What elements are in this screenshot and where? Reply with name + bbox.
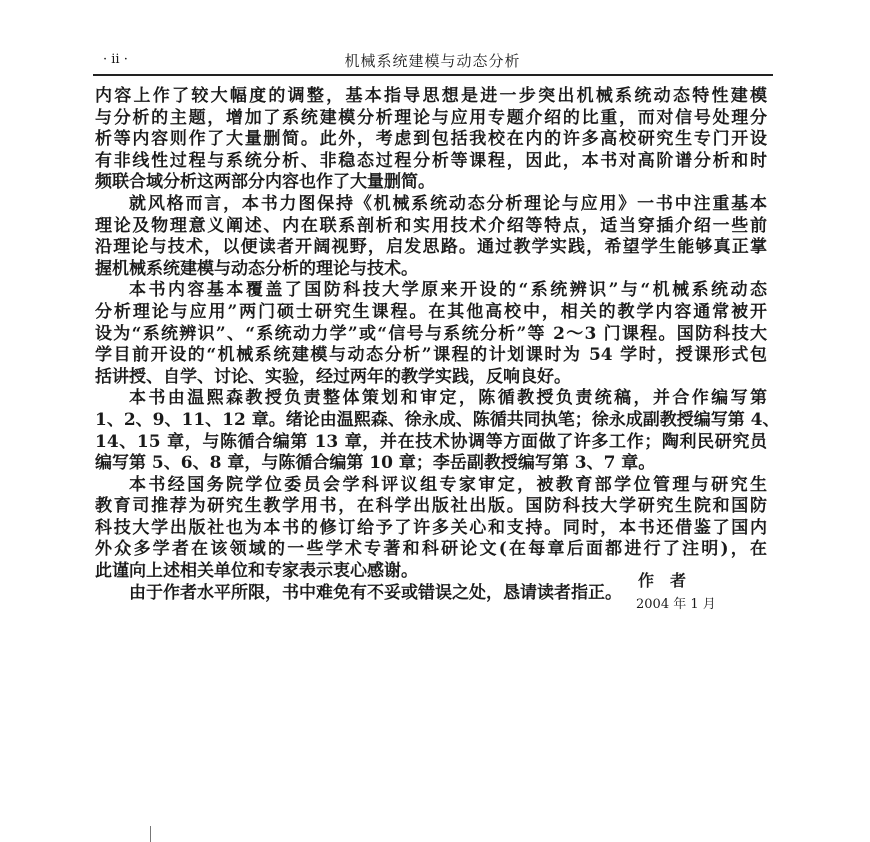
text-line: 科技大学出版社也为本书的修订给予了许多关心和支持。同时，本书还借鉴了国内 bbox=[95, 517, 767, 538]
text-line: 教育司推荐为研究生教学用书，在科学出版社出版。国防科技大学研究生院和国防 bbox=[95, 496, 767, 517]
text-line: 括讲授、自学、讨论、实验，经过两年的教学实践，反响良好。 bbox=[95, 366, 571, 387]
text-line: 有非线性过程与系统分析、非稳态过程分析等课程，因此，本书对高阶谱分析和时 bbox=[95, 150, 767, 171]
text-line: 本书由温熙森教授负责整体策划和审定，陈循教授负责统稿，并合作编写第 bbox=[129, 388, 767, 409]
paragraph bbox=[95, 475, 767, 583]
paragraph bbox=[95, 388, 780, 474]
text-line: 沿理论与技术，以便读者开阔视野，启发思路。通过教学实践，希望学生能够真正掌 bbox=[95, 237, 767, 258]
text-line: 就风格而言，本书力图保持《机械系统动态分析理论与应用》一书中注重基本 bbox=[129, 193, 767, 214]
text-line: 析等内容则作了大量删简。此外，考虑到包括我校在内的许多高校研究生专门开设 bbox=[95, 129, 767, 150]
text-line: 由于作者水平所限，书中难免有不妥或错误之处，恳请读者指正。 bbox=[129, 582, 622, 603]
text-line: 频联合域分析这两部分内容也作了大量删简。 bbox=[95, 172, 435, 193]
text-line: 编写第 5、6、8 章，与陈循合编第 10 章；李岳副教授编写第 3、7 章。 bbox=[95, 453, 656, 474]
text-line: 与分析的主题，增加了系统建模分析理论与应用专题介绍的比重，而对信号处理分 bbox=[95, 107, 767, 128]
text-line: 此谨向上述相关单位和专家表示衷心感谢。 bbox=[95, 561, 418, 582]
body-text bbox=[95, 86, 780, 604]
text-line: 14、15 章，与陈循合编第 13 章，并在技术协调等方面做了许多工作；陶利民研究员 bbox=[95, 431, 767, 452]
scan-mark bbox=[150, 826, 151, 842]
paragraph bbox=[95, 280, 767, 388]
paragraph bbox=[95, 86, 767, 194]
text-line: 外众多学者在该领域的一些学术专著和科研论文(在每章后面都进行了注明)，在 bbox=[95, 539, 767, 560]
text-line: 握机械系统建模与动态分析的理论与技术。 bbox=[95, 258, 418, 279]
text-line: 内容上作了较大幅度的调整，基本指导思想是进一步突出机械系统动态特性建模 bbox=[95, 86, 767, 106]
header-rule bbox=[93, 74, 773, 76]
text-line: 本书内容基本覆盖了国防科技大学原来开设的“系统辨识”与“机械系统动态 bbox=[129, 280, 767, 301]
text-line: 学目前开设的“机械系统建模与动态分析”课程的计划课时为 54 学时，授课形式包 bbox=[95, 345, 767, 366]
text-line: 设为“系统辨识”、“系统动力学”或“信号与系统分析”等 2～3 门课程。国防科技大 bbox=[95, 323, 767, 344]
running-title: 机械系统建模与动态分析 bbox=[344, 52, 521, 70]
author-signature: 作 者 bbox=[638, 571, 687, 590]
text-line: 本书经国务院学位委员会学科评议组专家审定，被教育部学位管理与研究生 bbox=[129, 474, 767, 495]
signature-date: 2004 年 1 月 bbox=[636, 597, 716, 612]
paragraph bbox=[95, 194, 767, 280]
text-line: 分析理论与应用”两门硕士研究生课程。在其他高校中，相关的教学内容通常被开 bbox=[95, 301, 767, 322]
page-header bbox=[95, 50, 770, 74]
text-line: 理论及物理意义阐述、内在联系剖析和实用技术介绍等特点，适当穿插介绍一些前 bbox=[95, 215, 767, 236]
text-line: 1、2、9、11、12 章。绪论由温熙森、徐永成、陈循共同执笔；徐永成副教授编写第 4、 bbox=[95, 409, 780, 430]
page-number: · ii · bbox=[103, 52, 128, 67]
